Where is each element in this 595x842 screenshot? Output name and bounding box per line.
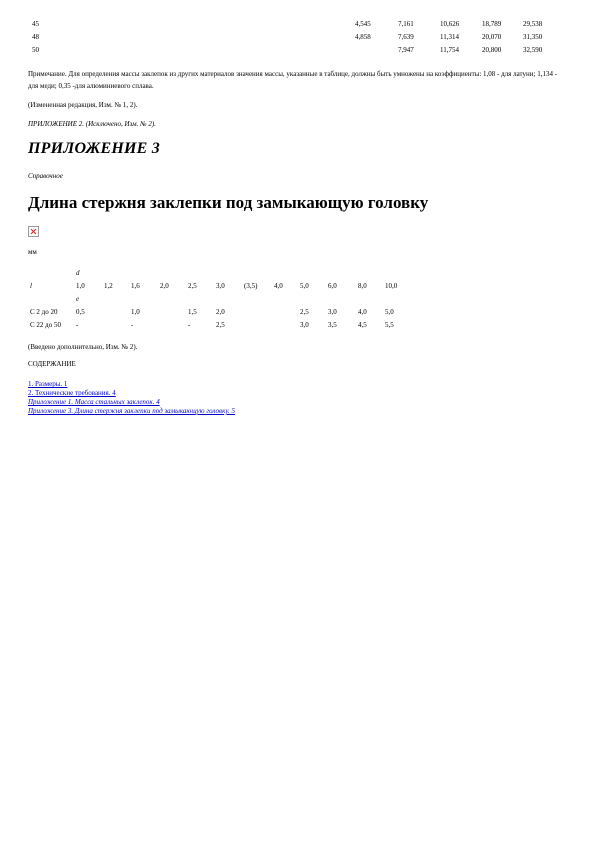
mass-table xyxy=(28,18,568,57)
table-header-row xyxy=(28,292,428,305)
table-cell: 3,0 xyxy=(328,308,337,316)
d-label: d xyxy=(76,269,80,277)
table-header-row xyxy=(28,279,428,292)
table-cell: 2,0 xyxy=(216,308,225,316)
intro-note: (Введено дополнительно, Изм. № 2). xyxy=(28,343,138,351)
table-cell: 10,626 xyxy=(440,20,460,28)
table-cell: 8,0 xyxy=(358,282,367,290)
e-label: е xyxy=(76,295,80,303)
table-cell: 1,0 xyxy=(76,282,85,290)
table-cell: 18,789 xyxy=(482,20,502,28)
table-cell: - xyxy=(131,321,134,329)
table-cell: 4,545 xyxy=(355,20,371,28)
reference-label: Справочное xyxy=(28,172,63,180)
table-row xyxy=(28,44,568,57)
row-label: С 22 до 50 xyxy=(30,321,61,329)
table-cell: (3,5) xyxy=(244,282,258,290)
table-cell: 4,0 xyxy=(358,308,367,316)
table-cell: 11,314 xyxy=(440,33,459,41)
table-cell: 0,5 xyxy=(76,308,85,316)
table-cell: 2,0 xyxy=(160,282,169,290)
table-cell: 4,0 xyxy=(274,282,283,290)
table-of-contents xyxy=(28,380,235,416)
toc-link-requirements[interactable]: 2. Технические требования. 4 xyxy=(28,389,116,397)
table-cell: 5,0 xyxy=(385,308,394,316)
contents-title: СОДЕРЖАНИЕ xyxy=(28,360,76,368)
table-cell: 32,590 xyxy=(523,46,543,54)
table-row xyxy=(28,31,568,44)
table-cell: 11,754 xyxy=(440,46,459,54)
table-cell: 4,858 xyxy=(355,33,371,41)
appendix-heading: ПРИЛОЖЕНИЕ 3 xyxy=(28,140,160,157)
table-cell: 4,5 xyxy=(358,321,367,329)
table-cell: 31,350 xyxy=(523,33,543,41)
toc-link-sizes[interactable]: 1. Размеры. 1 xyxy=(28,380,68,388)
table-cell: 3,0 xyxy=(216,282,225,290)
table-cell: 6,0 xyxy=(328,282,337,290)
table-cell: 2,5 xyxy=(300,308,309,316)
table-cell: 20,800 xyxy=(482,46,502,54)
page-title: Длина стержня заклепки под замыкающую головку xyxy=(28,193,429,212)
table-row xyxy=(28,318,428,331)
table-cell: 7,947 xyxy=(398,46,414,54)
table-cell: 3,0 xyxy=(300,321,309,329)
table-cell: 50 xyxy=(32,46,39,54)
appendix2-note: ПРИЛОЖЕНИЕ 2. (Исключено, Изм. № 2). xyxy=(28,120,156,128)
table-cell: 2,5 xyxy=(216,321,225,329)
table-row xyxy=(28,305,428,318)
table-cell: - xyxy=(76,321,79,329)
unit-label: мм xyxy=(28,248,37,256)
toc-link-appendix-1[interactable]: Приложение 1. Масса стальных заклепок. 4 xyxy=(28,398,160,406)
table-cell: 1,0 xyxy=(131,308,140,316)
table-cell: 7,639 xyxy=(398,33,414,41)
table-cell: 48 xyxy=(32,33,39,41)
l-label: l xyxy=(30,282,32,290)
table-cell: 1,2 xyxy=(104,282,113,290)
table-cell: 1,5 xyxy=(188,308,197,316)
row-label: С 2 до 20 xyxy=(30,308,58,316)
table-cell: 2,5 xyxy=(188,282,197,290)
table-cell: 29,538 xyxy=(523,20,543,28)
table-cell: 5,5 xyxy=(385,321,394,329)
table-cell: 3,5 xyxy=(328,321,337,329)
table-cell: 7,161 xyxy=(398,20,414,28)
table-cell: 10,0 xyxy=(385,282,398,290)
toc-link-appendix-3[interactable]: Приложение 3. Длина стержня заклепки под замыкающую головку. 5 xyxy=(28,407,236,415)
table-cell: 20,070 xyxy=(482,33,502,41)
broken-image-icon xyxy=(28,226,39,237)
note-paragraph: Примечание. Для определения массы заклепок из других материалов значения массы, указанные в таблице, должны быть умножены на коэффициенты: 1,08 - для латуни; 1,134 - для меди; 0,35 -для алюминиевого сплава. xyxy=(28,70,558,90)
edit-note: (Измененная редакция, Изм. № 1, 2). xyxy=(28,101,138,109)
table-cell: 45 xyxy=(32,20,39,28)
table-cell: 5,0 xyxy=(300,282,309,290)
table-cell: 1,6 xyxy=(131,282,140,290)
length-table xyxy=(28,266,428,331)
table-header-row xyxy=(28,266,428,279)
table-cell: - xyxy=(188,321,191,329)
table-row xyxy=(28,18,568,31)
